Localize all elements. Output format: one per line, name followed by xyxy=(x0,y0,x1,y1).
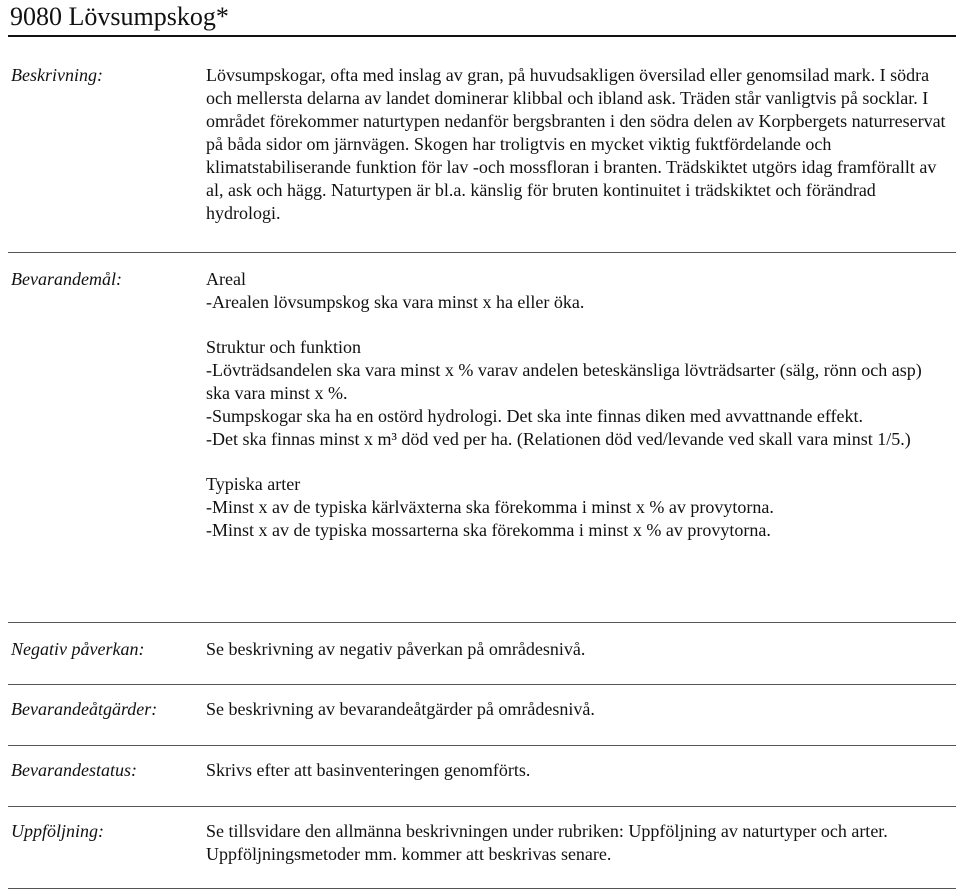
bevarandemal-label: Bevarandemål: xyxy=(11,269,122,289)
areal-heading: Areal xyxy=(206,269,246,289)
bevarandemal-content xyxy=(206,268,946,542)
atgarder-text: Se beskrivning av bevarandeåtgärder på områdesnivå. xyxy=(206,699,595,719)
negativ-label: Negativ påverkan: xyxy=(11,639,145,659)
negativ-text: Se beskrivning av negativ påverkan på områdesnivå. xyxy=(206,639,586,659)
divider xyxy=(8,252,956,253)
page-title: 9080 Lövsumpskog* xyxy=(10,2,229,31)
uppfoljning-label: Uppföljning: xyxy=(11,821,104,841)
struktur-heading: Struktur och funktion xyxy=(206,337,361,357)
arter-line-1: -Minst x av de typiska kärlväxterna ska förekomma i minst x % av provytorna. xyxy=(206,497,774,517)
arter-line-2: -Minst x av de typiska mossarterna ska förekomma i minst x % av provytorna. xyxy=(206,520,771,540)
atgarder-label: Bevarandeåtgärder: xyxy=(11,699,158,719)
status-label: Bevarandestatus: xyxy=(11,760,137,780)
beskrivning-label: Beskrivning: xyxy=(11,65,103,85)
divider xyxy=(8,684,956,685)
areal-line: -Arealen lövsumpskog ska vara minst x ha eller öka. xyxy=(206,292,585,312)
uppfoljning-text: Se tillsvidare den allmänna beskrivningen under rubriken: Uppföljning av naturtyper och arter. Uppföljningsmetoder mm. kommer att beskrivas senare. xyxy=(206,821,888,864)
divider xyxy=(8,745,956,746)
struktur-line-3: -Det ska finnas minst x m³ död ved per ha. (Relationen död ved/levande ved skall vara minst 1/5.) xyxy=(206,429,911,449)
struktur-line-2: -Sumpskogar ska ha en ostörd hydrologi. Det ska inte finnas diken med avvattnande effekt. xyxy=(206,406,864,426)
beskrivning-text: Lövsumpskogar, ofta med inslag av gran, på huvudsakligen översilad eller genomsilad mark. I södra och mellersta delarna av landet dominerar klibbal och ibland ask. Träden står vanligtvis på socklar. I området förekommer naturtypen nedanför bergsbranten i den södra delen av Korpbergets naturreservat på båda sidor om järnvägen. Skogen har troligtvis en mycket viktig fuktfördelande och klimatstabiliserande funktion för lav -och mossfloran i branten. Trädskiktet utgörs idag framförallt av al, ask och hägg. Naturtypen är bl.a. känslig för bruten kontinuitet i trädskiktet och förändrad hydrologi. xyxy=(206,65,946,223)
arter-heading: Typiska arter xyxy=(206,474,301,494)
divider xyxy=(8,806,956,807)
status-text: Skrivs efter att basinventeringen genomförts. xyxy=(206,760,531,780)
divider xyxy=(8,622,956,623)
title-divider xyxy=(8,35,956,37)
struktur-line-1: -Lövträdsandelen ska vara minst x % varav andelen beteskänsliga lövträdsarter (sälg, rönn och asp) ska vara minst x %. xyxy=(206,360,922,403)
divider xyxy=(8,888,956,889)
